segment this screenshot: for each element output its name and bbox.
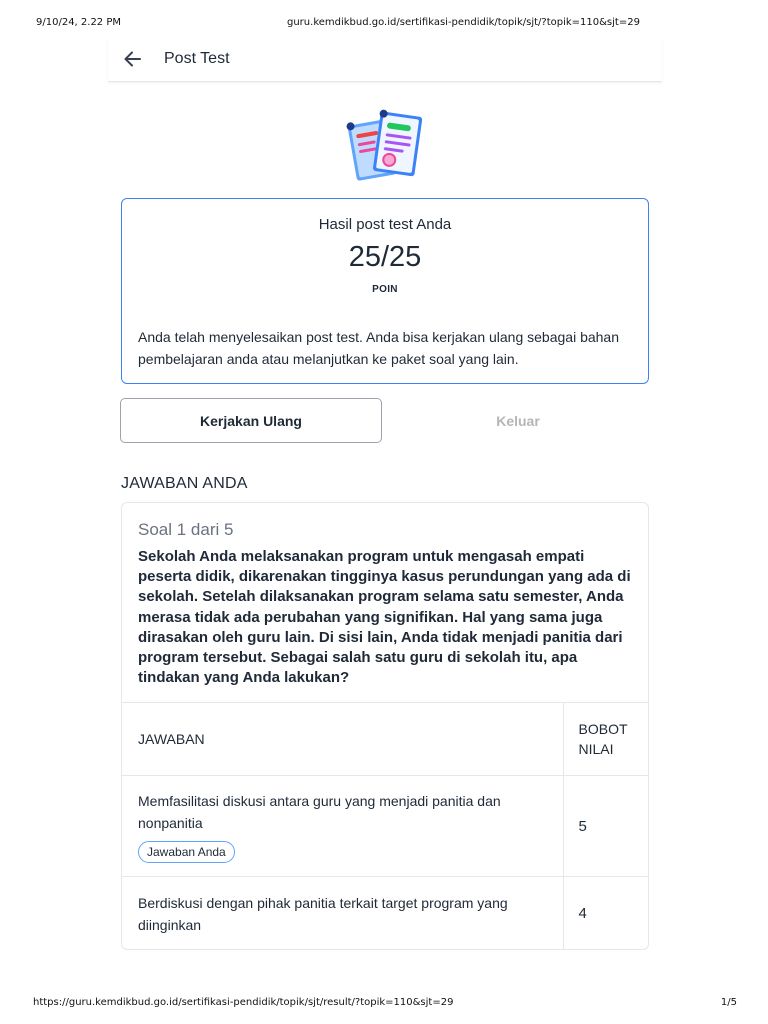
print-page-number: 1/5 bbox=[720, 997, 737, 1008]
question-text: Sekolah Anda melaksanakan program untuk mengasah empati peserta didik, dikarenakan tingginya kasus perundungan yang ada di sekolah. Setelah dilaksanakan program selama satu semester, Anda merasa tidak ada perubahan yang signifikan. Hal yang sama juga dirasakan oleh guru lain. Di sisi lain, Anda tidak menjadi panitia dari program tersebut. Sebagai salah satu guru di sekolah itu, apa tindakan yang Anda lakukan? bbox=[138, 548, 631, 687]
question-number: Soal 1 dari 5 bbox=[138, 520, 234, 539]
table-header-row bbox=[122, 703, 649, 776]
table-row bbox=[122, 776, 649, 877]
documents-icon bbox=[346, 108, 426, 186]
page-title: Post Test bbox=[164, 50, 230, 67]
question-card bbox=[121, 502, 649, 950]
answer-text: Berdiskusi dengan pihak panitia terkait target program yang diinginkan bbox=[138, 894, 508, 933]
column-header-answer: JAWABAN bbox=[122, 703, 563, 776]
print-header bbox=[0, 17, 768, 31]
your-answer-badge: Jawaban Anda bbox=[138, 841, 235, 863]
answer-weight: 5 bbox=[563, 776, 649, 877]
column-header-weight: BOBOT NILAI bbox=[563, 703, 649, 776]
result-card bbox=[121, 198, 649, 384]
result-message: Anda telah menyelesaikan post test. Anda bisa kerjakan ulang sebagai bahan pembelajaran anda atau melanjutkan ke paket soal yang lain. bbox=[138, 329, 620, 367]
section-title: JAWABAN ANDA bbox=[121, 475, 248, 492]
top-bar bbox=[108, 38, 662, 82]
print-footer-url: https://guru.kemdikbud.go.id/sertifikasi-pendidik/topik/sjt/result/?topik=110&sjt=29 bbox=[33, 997, 454, 1008]
answer-text: Memfasilitasi diskusi antara guru yang menjadi panitia dan nonpanitia bbox=[138, 792, 501, 831]
print-date: 9/10/24, 2.22 PM bbox=[36, 17, 122, 28]
retry-button[interactable]: Kerjakan Ulang bbox=[120, 398, 382, 443]
arrow-left-icon[interactable] bbox=[122, 48, 144, 70]
result-label: Hasil post test Anda bbox=[318, 216, 452, 233]
answer-weight: 4 bbox=[563, 877, 649, 951]
answers-table bbox=[122, 702, 649, 950]
exit-button[interactable]: Keluar bbox=[388, 398, 648, 443]
print-header-url: guru.kemdikbud.go.id/sertifikasi-pendidik/topik/sjt/?topik=110&sjt=29 bbox=[287, 17, 640, 28]
result-score: 25/25 bbox=[348, 241, 422, 273]
print-footer bbox=[0, 997, 768, 1011]
table-row bbox=[122, 877, 649, 951]
result-unit: POIN bbox=[372, 284, 398, 295]
